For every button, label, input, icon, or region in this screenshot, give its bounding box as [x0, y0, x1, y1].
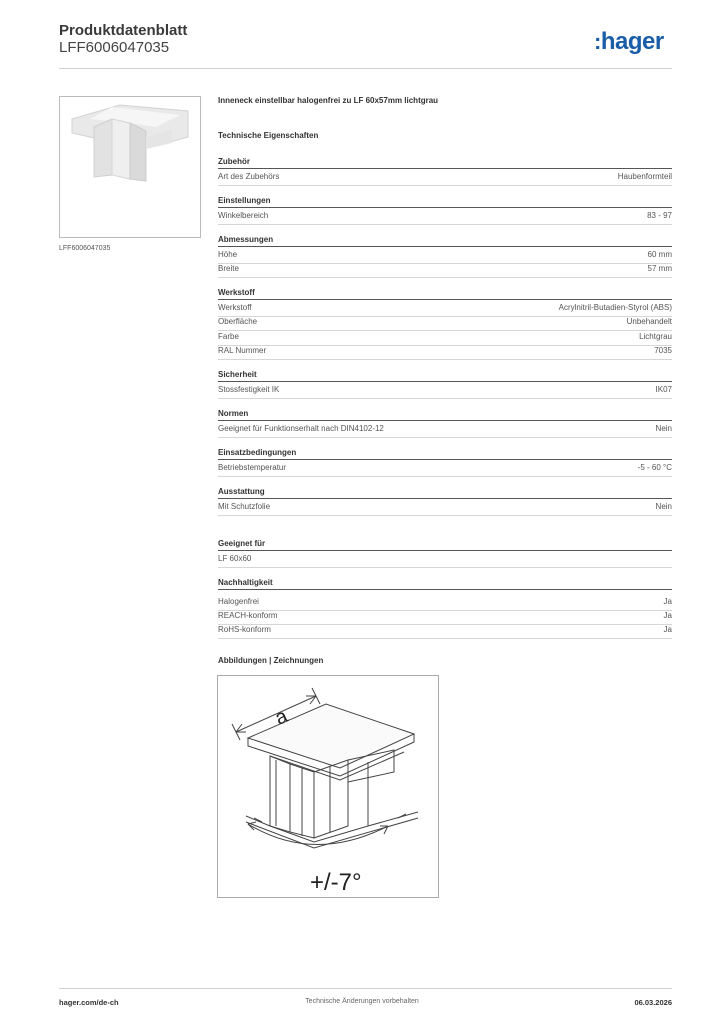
header-divider: [59, 68, 672, 69]
spec-value: Ja: [663, 625, 672, 634]
angle-label: +/-7°: [310, 869, 362, 896]
footer-website-link[interactable]: hager.com/de-ch: [59, 998, 119, 1007]
spec-key: Art des Zubehörs: [218, 172, 280, 181]
spec-value: 57 mm: [647, 264, 672, 273]
section-title: Zubehör: [218, 156, 672, 169]
spec-value: Acrylnitril-Butadien-Styrol (ABS): [558, 303, 672, 312]
spec-row: [218, 623, 672, 639]
dimension-label-a: a: [271, 705, 291, 730]
spec-key: Farbe: [218, 332, 239, 341]
spec-value: Unbehandelt: [626, 317, 672, 326]
spec-key: Oberfläche: [218, 317, 258, 326]
spec-value: Nein: [655, 424, 672, 433]
section-title: Abmessungen: [218, 234, 672, 247]
page-title: Produktdatenblatt: [59, 22, 188, 39]
spec-row: [218, 383, 672, 399]
spec-value: Ja: [663, 597, 672, 606]
image-caption: LFF6006047035: [59, 245, 111, 252]
section-title: Nachhaltigkeit: [218, 577, 672, 590]
spec-key: Halogenfrei: [218, 597, 259, 606]
footer-date: 06.03.2026: [634, 998, 672, 1007]
spec-value: 7035: [654, 346, 672, 355]
spec-key: Geeignet für Funktionserhalt nach DIN4102-12: [218, 424, 384, 433]
spec-row: [218, 552, 672, 568]
spec-value: IK07: [655, 385, 672, 394]
tech-props-title: Technische Eigenschaften: [218, 131, 319, 140]
spec-value: 60 mm: [647, 250, 672, 259]
section-title: Geeignet für: [218, 538, 672, 551]
spec-row: [218, 209, 672, 225]
spec-key: LF 60x60: [218, 554, 252, 563]
spec-row: [218, 344, 672, 360]
product-code: LFF6006047035: [59, 39, 170, 56]
spec-value: Haubenformteil: [617, 172, 672, 181]
drawings-title: Abbildungen | Zeichnungen: [218, 656, 324, 665]
spec-row: [218, 315, 672, 331]
section-title: Einstellungen: [218, 195, 672, 208]
spec-row: [218, 170, 672, 186]
spec-key: Mit Schutzfolie: [218, 502, 271, 511]
spec-row: [218, 500, 672, 516]
section-title: Normen: [218, 408, 672, 421]
section-title: Ausstattung: [218, 486, 672, 499]
spec-value: Ja: [663, 611, 672, 620]
spec-key: Betriebstemperatur: [218, 463, 287, 472]
hager-logo: :hager: [594, 28, 664, 55]
spec-key: RAL Nummer: [218, 346, 267, 355]
spec-key: Winkelbereich: [218, 211, 269, 220]
footer-disclaimer: Technische Änderungen vorbehalten: [305, 998, 419, 1005]
spec-key: Höhe: [218, 250, 238, 259]
spec-row: [218, 461, 672, 477]
technical-drawing: [217, 675, 439, 898]
product-name: Inneneck einstellbar halogenfrei zu LF 60x57mm lichtgrau: [218, 96, 439, 105]
spec-value: -5 - 60 °C: [637, 463, 672, 472]
spec-key: REACH-konform: [218, 611, 278, 620]
spec-key: Werkstoff: [218, 303, 252, 312]
spec-row: [218, 422, 672, 438]
spec-value: 83 - 97: [647, 211, 672, 220]
spec-value: Nein: [655, 502, 672, 511]
logo-text: hager: [600, 28, 664, 55]
spec-row: [218, 262, 672, 278]
spec-key: RoHS-konform: [218, 625, 271, 634]
spec-value: Lichtgrau: [639, 332, 672, 341]
spec-key: Stossfestigkeit IK: [218, 385, 280, 394]
section-title: Sicherheit: [218, 369, 672, 382]
spec-key: Breite: [218, 264, 239, 273]
product-image: [59, 96, 201, 238]
section-title: Werkstoff: [218, 287, 672, 300]
footer-divider: [59, 988, 672, 989]
section-title: Einsatzbedingungen: [218, 447, 672, 460]
